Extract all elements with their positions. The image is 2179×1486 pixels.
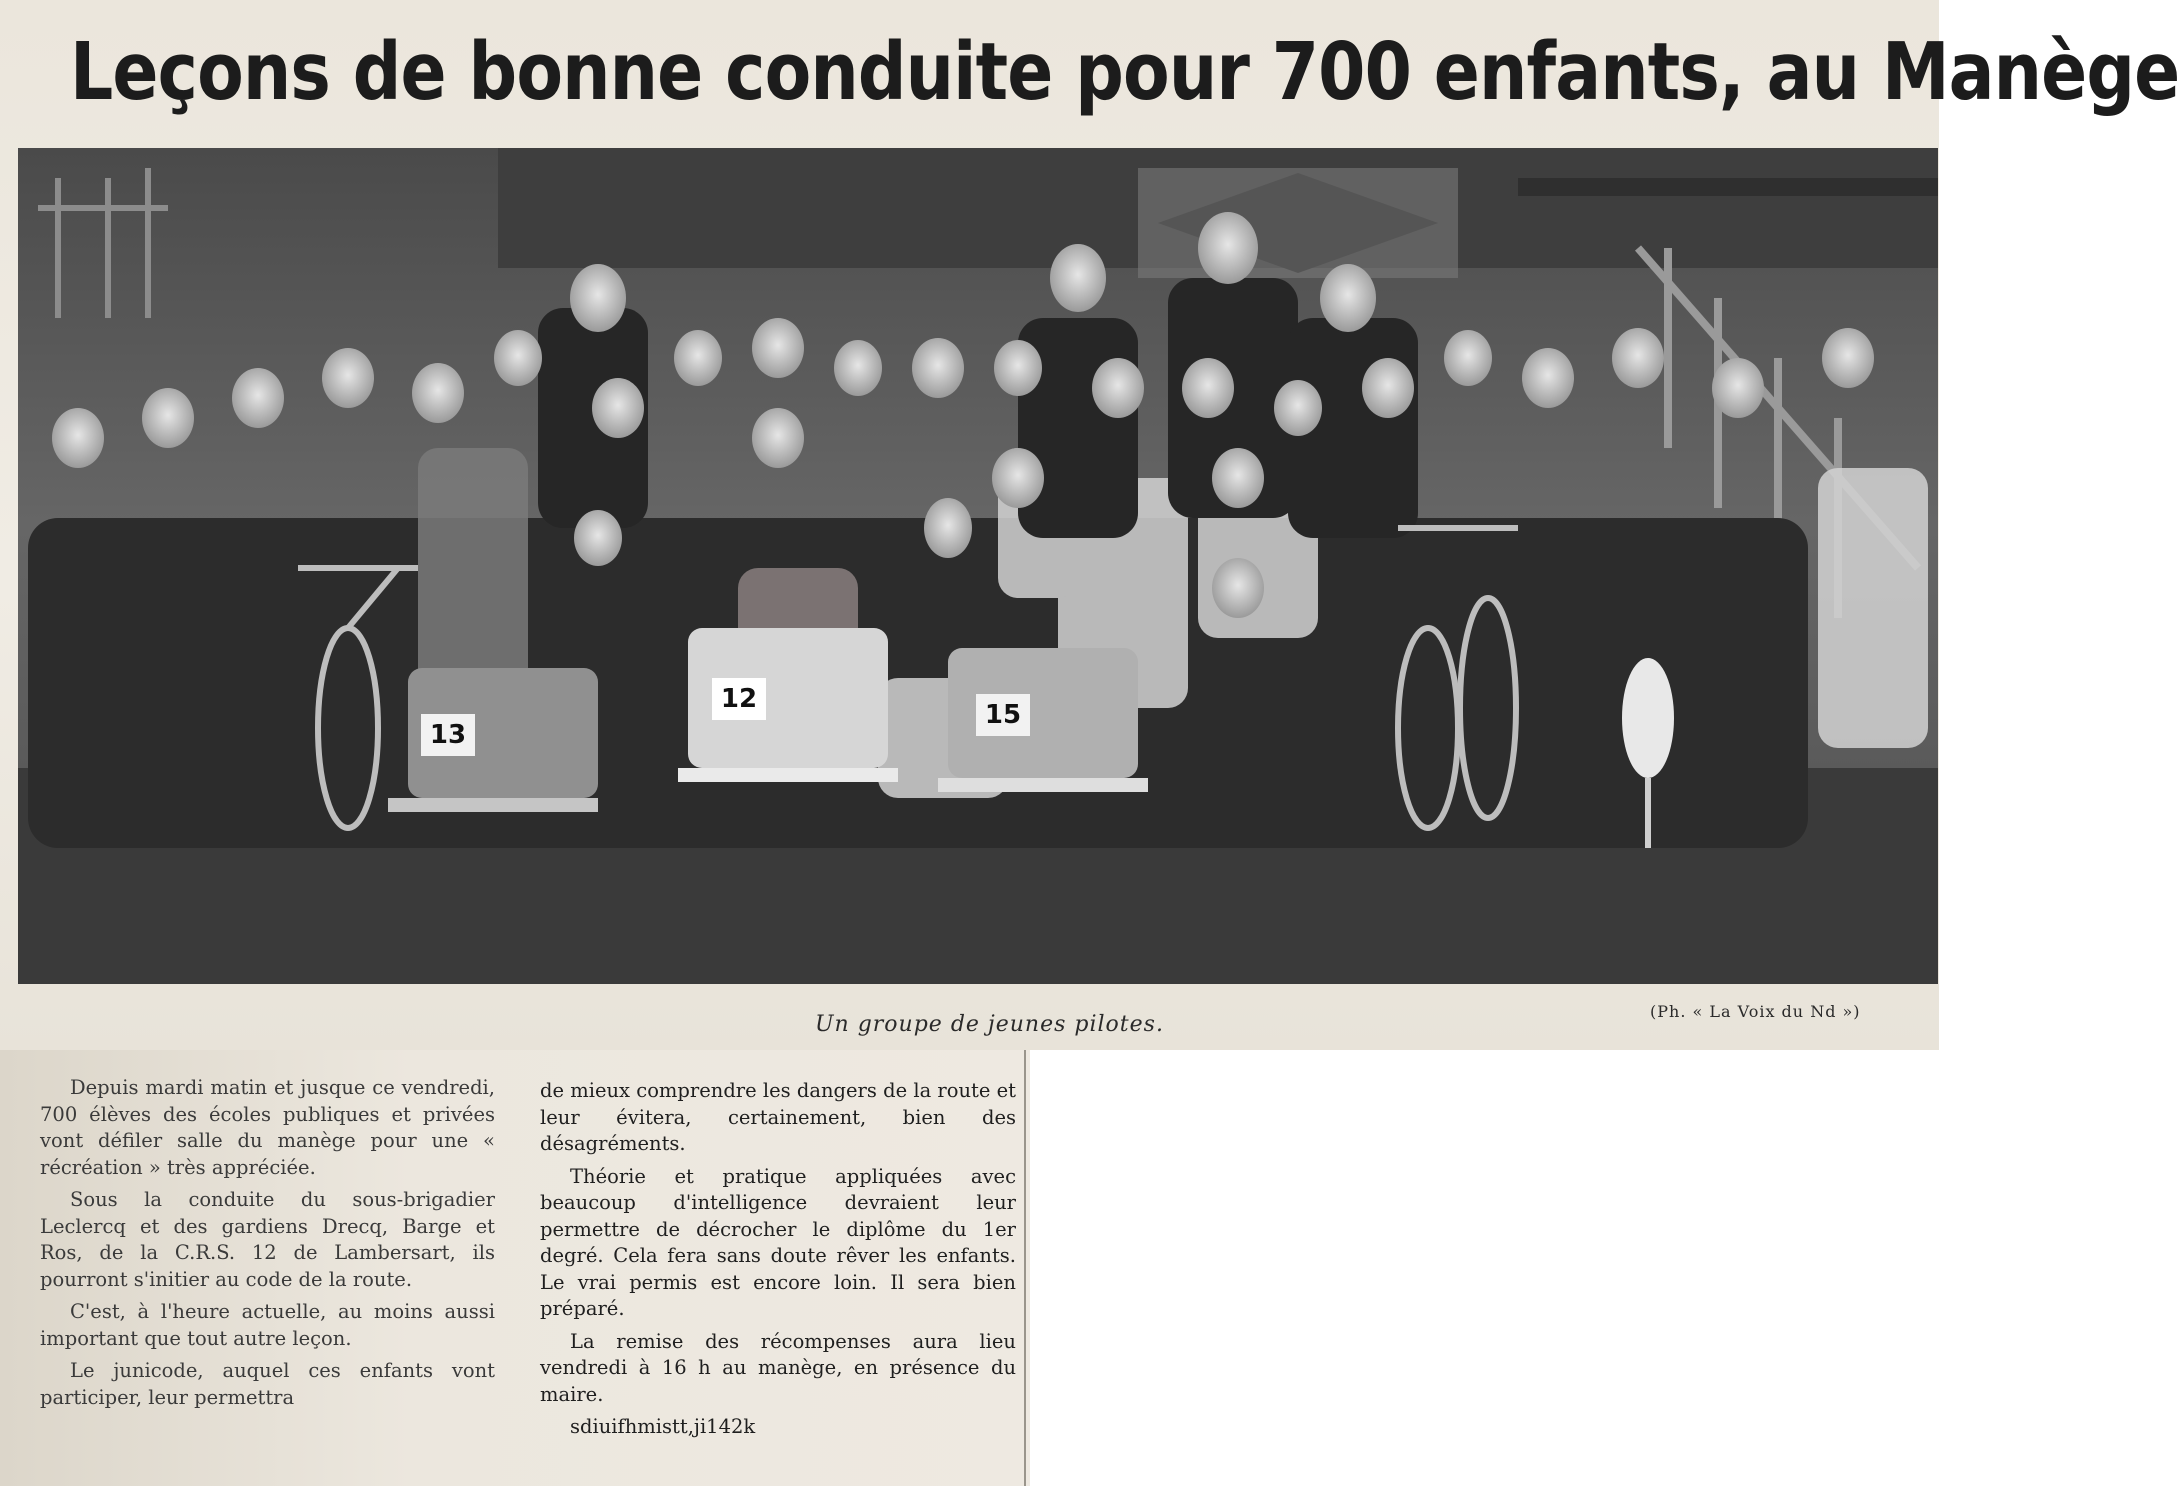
headline: Leçons de bonne conduite pour 700 enfants, au Manège — [70, 26, 2179, 118]
photo-illustration — [18, 148, 1938, 984]
article-column-1 — [40, 1075, 495, 1417]
paragraph: de mieux comprendre les dangers de la route et leur évitera, certainement, bien des désagréments. — [540, 1079, 1016, 1155]
photo-credit: (Ph. « La Voix du Nd ») — [1650, 1002, 1861, 1021]
photo-caption: Un groupe de jeunes pilotes. — [815, 1012, 1164, 1037]
article-column-2 — [540, 1078, 1016, 1447]
column-divider — [1024, 1050, 1026, 1486]
car-number-15: 15 — [984, 700, 1022, 730]
car-number-13: 13 — [429, 720, 467, 750]
paragraph: Théorie et pratique appliquées avec beaucoup d'intelligence devraient leur permettre de décrocher le diplôme du 1er degré. Cela fera sans doute rêver les enfants. Le vrai permis est encore loin. Il sera bien préparé. — [540, 1164, 1016, 1320]
paragraph: Le junicode, auquel ces enfants vont participer, leur permettra — [40, 1359, 495, 1409]
paragraph: sdiuifhmistt,ji142k — [570, 1415, 756, 1438]
group-photo — [18, 148, 1938, 984]
paragraph: Depuis mardi matin et jusque ce vendredi, 700 élèves des écoles publiques et privées vont défiler salle du manège pour une « récréation » très appréciée. — [40, 1076, 495, 1179]
paragraph: La remise des récompenses aura lieu vendredi à 16 h au manège, en présence du maire. — [540, 1329, 1016, 1406]
car-number-12: 12 — [720, 684, 758, 714]
paragraph: C'est, à l'heure actuelle, au moins aussi important que tout autre leçon. — [40, 1300, 495, 1350]
paragraph: Sous la conduite du sous-brigadier Leclercq et des gardiens Drecq, Barge et Ros, de la C.R.S. 12 de Lambersart, ils pourront s'initier au code de la route. — [40, 1188, 495, 1291]
